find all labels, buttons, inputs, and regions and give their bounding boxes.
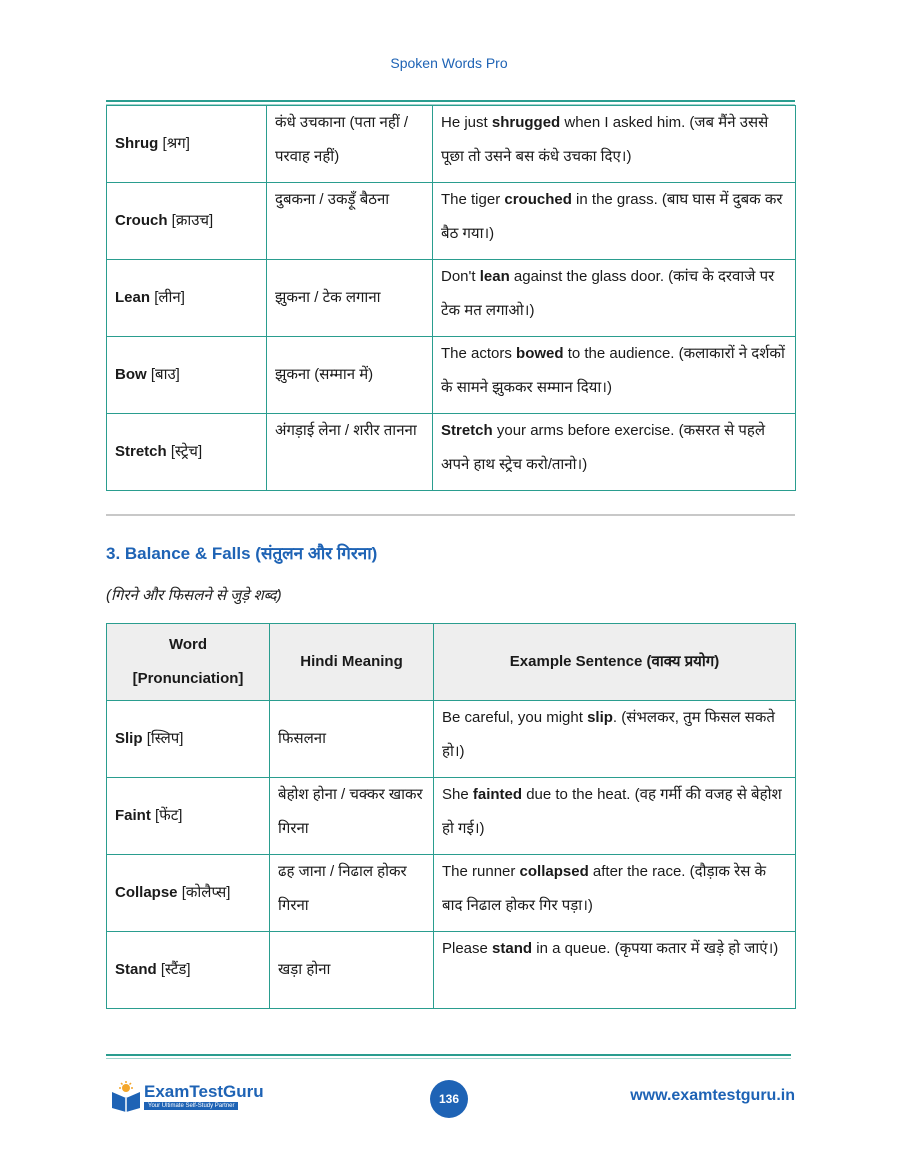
section-divider — [106, 514, 795, 516]
logo-tagline: Your Ultimate Self-Study Partner — [144, 1102, 238, 1110]
word-cell — [107, 260, 267, 337]
table-row — [107, 337, 796, 414]
pronunciation-text: [स्टैंड] — [160, 961, 191, 978]
table-row — [107, 932, 796, 1009]
pronunciation-text: [स्लिप] — [146, 730, 184, 747]
example-cell — [434, 701, 796, 778]
example-keyword: shrugged — [491, 114, 561, 131]
pronunciation-text: [फेंट] — [155, 807, 183, 824]
footer-rule-thin — [106, 1058, 791, 1059]
example-text: Be careful, you might — [442, 709, 588, 726]
section-title: 3. Balance & Falls (संतुलन और गिरना) — [106, 544, 378, 563]
word-cell — [107, 414, 267, 491]
logo-name: ExamTestGuru — [144, 1082, 264, 1101]
example-text: in the grass. (बाघ घास में दुबक कर बैठ गया।) — [441, 191, 783, 242]
word-text: Shrug — [115, 135, 159, 152]
website-link[interactable]: www.examtestguru.in — [630, 1087, 795, 1104]
meaning-cell: झुकना (सम्मान में) — [267, 337, 433, 414]
example-cell — [434, 855, 796, 932]
pronunciation-text: [बाउ] — [150, 366, 180, 383]
table-row — [107, 778, 796, 855]
page-number: 136 — [430, 1080, 468, 1118]
example-cell — [433, 260, 796, 337]
table-row — [107, 414, 796, 491]
word-text: Stretch — [115, 443, 167, 460]
page-header-title: Spoken Words Pro — [390, 55, 508, 71]
header-rule — [106, 100, 795, 102]
example-text: due to the heat. (वह गर्मी की वजह से बेहोश हो गई।) — [442, 786, 782, 837]
table-row — [107, 260, 796, 337]
pronunciation-text: [स्ट्रेच] — [170, 443, 203, 460]
word-cell — [107, 778, 270, 855]
example-text: your arms before exercise. (कसरत से पहले अपने हाथ स्ट्रेच करो/तानो।) — [441, 422, 766, 473]
example-text: to the audience. (कलाकारों ने दर्शकों के सामने झुककर सम्मान दिया।) — [441, 345, 785, 396]
example-text: The tiger — [441, 191, 505, 208]
book-icon — [110, 1080, 142, 1112]
word-cell — [107, 701, 270, 778]
header-word: Word [Pronunciation] — [107, 624, 270, 701]
table-row — [107, 183, 796, 260]
example-text: Please — [442, 940, 493, 957]
word-cell — [107, 337, 267, 414]
word-text: Stand — [115, 961, 157, 978]
example-keyword: crouched — [504, 191, 572, 208]
meaning-cell: ढह जाना / निढाल होकर गिरना — [270, 855, 434, 932]
pronunciation-text: [लीन] — [154, 289, 185, 306]
example-cell — [433, 337, 796, 414]
word-text: Lean — [115, 289, 151, 306]
example-text: Don't — [441, 268, 480, 285]
example-cell — [433, 183, 796, 260]
example-text: when I asked him. (जब मैंने उससे पूछा तो उसने बस कंधे उचका दिए।) — [441, 114, 769, 165]
example-text: in a queue. (कृपया कतार में खड़े हो जाएं।) — [532, 940, 779, 957]
table-row — [107, 855, 796, 932]
vocab-table-2 — [106, 623, 796, 1009]
section-subtitle: (गिरने और फिसलने से जुड़े शब्द) — [106, 587, 282, 604]
header-example: Example Sentence (वाक्य प्रयोग) — [434, 624, 796, 701]
meaning-cell: खड़ा होना — [270, 932, 434, 1009]
example-text: The actors — [441, 345, 517, 362]
example-cell — [433, 414, 796, 491]
footer-rule — [106, 1054, 791, 1056]
vocab-table-1 — [106, 105, 796, 491]
meaning-cell: दुबकना / उकड़ूँ बैठना — [267, 183, 433, 260]
example-keyword: collapsed — [519, 863, 589, 880]
word-cell — [107, 855, 270, 932]
pronunciation-text: [क्राउच] — [171, 212, 214, 229]
word-text: Crouch — [115, 212, 168, 229]
example-keyword: bowed — [516, 345, 564, 362]
table-header-row — [107, 624, 796, 701]
pronunciation-text: [कोलैप्स] — [181, 884, 231, 901]
example-cell — [434, 932, 796, 1009]
example-keyword: slip — [587, 709, 613, 726]
word-cell — [107, 932, 270, 1009]
example-keyword: stand — [492, 940, 533, 957]
table-row — [107, 701, 796, 778]
word-text: Bow — [115, 366, 147, 383]
example-text: He just — [441, 114, 492, 131]
header-meaning: Hindi Meaning — [270, 624, 434, 701]
meaning-cell: बेहोश होना / चक्कर खाकर गिरना — [270, 778, 434, 855]
table-row — [107, 106, 796, 183]
word-text: Slip — [115, 730, 143, 747]
meaning-cell: झुकना / टेक लगाना — [267, 260, 433, 337]
example-text: She — [442, 786, 473, 803]
pronunciation-text: [श्रग] — [162, 135, 190, 152]
example-text: The runner — [442, 863, 520, 880]
example-keyword: fainted — [472, 786, 523, 803]
word-cell — [107, 106, 267, 183]
word-text: Collapse — [115, 884, 178, 901]
word-text: Faint — [115, 807, 151, 824]
example-text: after the race. (दौड़ाक रेस के बाद निढाल होकर गिर पड़ा।) — [442, 863, 767, 914]
example-text: against the glass door. (कांच के दरवाजे पर टेक मत लगाओ।) — [441, 268, 775, 319]
word-cell — [107, 183, 267, 260]
example-keyword: Stretch — [441, 422, 493, 439]
meaning-cell: कंधे उचकाना (पता नहीं / परवाह नहीं) — [267, 106, 433, 183]
meaning-cell: फिसलना — [270, 701, 434, 778]
example-text: . (संभलकर, तुम फिसल सकते हो।) — [442, 709, 775, 760]
example-cell — [434, 778, 796, 855]
example-cell — [433, 106, 796, 183]
meaning-cell: अंगड़ाई लेना / शरीर तानना — [267, 414, 433, 491]
example-keyword: lean — [479, 268, 510, 285]
